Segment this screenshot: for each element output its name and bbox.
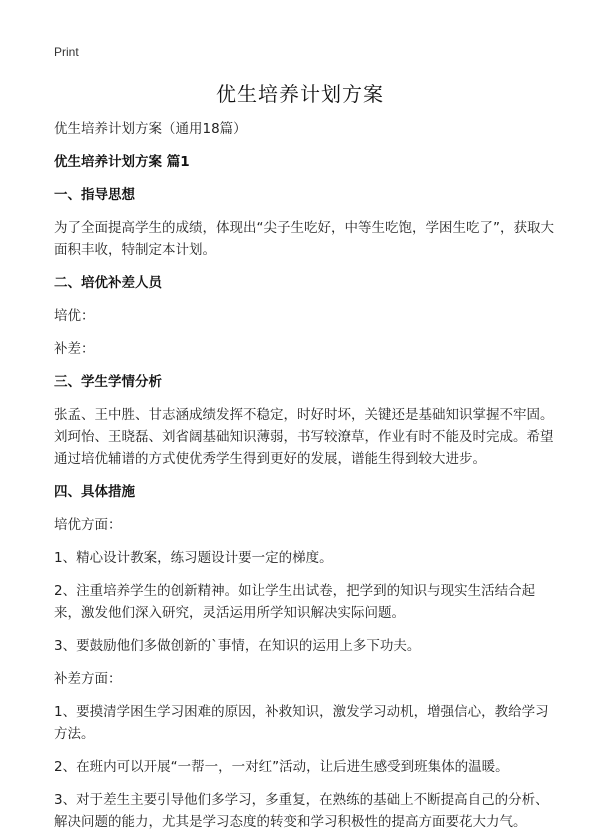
document-title: 优生培养计划方案 [216,82,384,106]
print-label: Print [54,45,79,59]
paragraph-student-analysis: 张孟、王中胜、甘志涵成绩发挥不稳定，时好时坏，关键还是基础知识掌握不牢固。刘珂怡、王晓磊、刘省阔基础知识薄弱，书写较潦草，作业有时不能及时完成。希望通过培优辅谱的方式使优秀学生得到更好的发展，谱能生得到较大进步。 [54,407,554,467]
heading-guiding-thought: 一、指导思想 [54,187,135,203]
heading-measures: 四、具体措施 [54,484,135,500]
paragraph-struggling-students: 补差： [54,341,95,357]
list-item: 1、精心设计教案，练习题设计要一定的梯度。 [54,550,333,566]
heading-student-analysis: 三、学生学情分析 [54,374,162,390]
paragraph-top-students: 培优： [54,308,95,324]
document-body [54,118,554,833]
paragraph-top-aspect: 培优方面： [54,517,122,533]
document-subtitle: 优生培养计划方案（通用18篇） [54,121,247,137]
paragraph-guiding-thought: 为了全面提高学生的成绩，体现出“尖子生吃好，中等生吃饱，学困生吃了”，获取大面积丰收，特制定本计划。 [54,220,554,258]
paragraph-remedial-aspect: 补差方面： [54,671,122,687]
section-title: 优生培养计划方案 篇1 [54,154,190,170]
heading-personnel: 二、培优补差人员 [54,275,162,291]
list-item: 1、要摸清学困生学习困难的原因，补救知识，激发学习动机，增强信心，教给学习方法。 [54,704,549,742]
list-item: 2、注重培养学生的创新精神。如让学生出试卷，把学到的知识与现实生活结合起来，激发他们深入研究，灵活运用所学知识解决实际问题。 [54,583,536,621]
list-item: 3、要鼓励他们多做创新的`事情，在知识的运用上多下功夫。 [54,638,421,654]
list-item: 2、在班内可以开展“一帮一，一对红”活动，让后进生感受到班集体的温暖。 [54,759,509,775]
list-item: 3、对于差生主要引导他们多学习，多重复，在熟练的基础上不断提高自己的分析、解决问题的能力，尤其是学习态度的转变和学习积极性的提高方面要花大力气。 [54,792,549,830]
